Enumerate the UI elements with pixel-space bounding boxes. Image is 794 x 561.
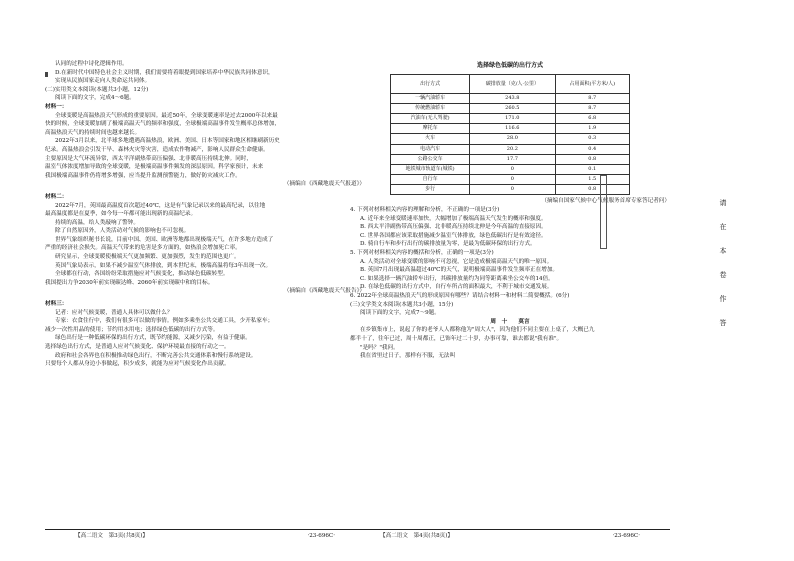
table-cell: 传统燃油轿车 [391,103,470,113]
material2-source: （摘编自《西藏地震天气报告》） [283,288,365,295]
q5-option: D. 在绿色低碳的出行方式中，自行车所占的面积最大，不利于城市交通发展。 [360,284,553,291]
material3-title: 材料三： [45,301,68,308]
table-cell: 汽油车(无人驾驶) [391,113,470,123]
footer-page-label: 【高二语文 第4页(共8页)】 [380,533,454,539]
q5-option: C. 如果选择一辆汽油轿车出行，其碳排放量约为同等距离乘坐公交车的14倍。 [360,275,554,282]
q4-option: C. 世界各国都应该采取措施减少温室气体排放，绿色低碳出行是有效途径。 [360,232,547,239]
table-row [391,164,630,174]
story-line: 在乡镇集市上，说起了你的老爷人人都称他为"周大人"，因为他们不同主要在上桌了，大概已九 [360,327,595,334]
table-cell: 0 [470,164,555,174]
material2-line: 2022年7月，英国最高温度首次超过40℃，这是有气象记录以来的最高纪录，以往地 [55,202,266,209]
right-page [350,60,670,540]
intro-line: 认同的过程中诗化逻辑作用。 [55,61,128,67]
material1-line: 主要原因是大气环流异常，西太平洋副热带高压偏强、北非暖高压持续北伸。同时， [45,155,252,162]
footer-code: ·23-696C· [612,533,640,539]
material1-line: 全球变暖是高温热浪天气形成的重要原因。最近50年，全球变暖速率是过去2000年以来最 [55,112,278,119]
material2-line: 除了自然原因外，人类活动对气候的影响也不可忽视。 [55,228,190,235]
table-cell: 火车 [391,134,470,144]
material2-line: 持续的高温，给人类敲响了警钟。 [55,219,139,226]
question-4: 4. 下列对材料相关内容的理解和分析，不正确的一项是(3分) [350,207,500,214]
table-cell: 摩托车 [391,124,470,134]
q4-option: A. 近年来全球变暖速率加快，大幅增加了极端高温天气发生的概率和强度。 [360,215,547,222]
material1-line: 温室气体浓度增加导致的全球变暖，是极端高温事件频发的深层原因。科学家预计，未来 [45,164,264,171]
material2-line: 英国气象局表示，如果不减少温室气体排放，到本世纪末，极端高温将每3年出现一次。 [55,262,272,269]
table-cell: 17.7 [470,154,555,164]
table-header-row [391,74,630,93]
table-row [391,175,630,185]
instruction: 阅读下面的文字，完成7～9题。 [360,310,440,317]
table-row [391,154,630,164]
material2-line: 我国提出力争2030年前实现碳达峰、2060年前实现碳中和的目标。 [45,279,214,286]
material1-title: 材料一： [45,103,68,110]
material3-line: 绿色出行是一种低碳环保的出行方式，既节约能源，又减少污染，有益于健康。 [55,335,251,342]
material3-line: 只要每个人都从身边小事做起，积少成多，就能为应对气候变化作出贡献。 [45,361,230,368]
left-page [45,60,365,540]
story-line: "是吗？"我问。 [360,344,399,351]
table-row [391,185,630,195]
section-heading: (三)文学类文本阅读(本题共3小题，15分) [350,301,454,308]
material2-line: 严重的经济社会损失。高温天气带来的危害是多方面的，如热浪会增加死亡率。 [45,245,241,252]
table-cell: 8.7 [555,93,629,103]
table-cell: 电动汽车 [391,144,470,154]
footer-code: ·23-696C· [307,533,335,539]
table-header: 占用面积(平方米/人) [555,74,629,93]
material1-line: 高温热浪天气的持续时间也越来越长。 [45,129,141,136]
table-title: 选择绿色低碳的出行方式 [476,62,543,69]
table-cell: 0.4 [555,144,629,154]
table-cell: 地铁城市轨道车(城铁) [391,164,470,174]
question-5: 5. 下列对材料相关内容的概括和分析，正确的一项是(3分) [350,250,494,257]
table-row [391,113,630,123]
table-row [391,93,630,103]
material1-source: （摘编自《西藏地震天气报道》） [283,181,365,188]
story-title: 周 十 莫言 [490,318,536,325]
table-cell: 260.5 [470,103,555,113]
table-cell: 171.0 [470,113,555,123]
material2-line: 世界气象组织秘书长说，目前中国、美国、欧洲等地都出现极端天气，在许多地方造成了 [55,236,274,243]
table-cell: 一辆汽油轿车 [391,93,470,103]
material2-title: 材料二： [45,193,68,200]
material2-line: 研究显示，全球变暖使极端天气更加频繁、更加强烈，发生的范围也更广。 [55,254,240,261]
table-cell: 公路公交车 [391,154,470,164]
table-cell: 0 [470,175,555,185]
intro-line: 实现从民族国家走向人类命运共同体。 [55,78,151,85]
table-header: 出行方式 [391,74,470,93]
material1-line: 我国极端高温事件仍将增多增强，应当提升监测预警能力，做好防灾减灾工作。 [45,172,241,179]
table-row [391,134,630,144]
table-row [391,144,630,154]
table-cell: 1.9 [555,124,629,134]
table-cell: 步行 [391,185,470,195]
sidebar-char: 作 [719,295,727,303]
material3-line: 记者：应对气候变暖，普通人具体可以做什么？ [55,309,173,316]
binding-sidebar [712,198,734,342]
table-cell: 116.6 [470,124,555,134]
table-cell: 0 [470,185,555,195]
q5-option: A. 人类活动对全球变暖的影响不可忽视，它是造成极端高温天气的唯一原因。 [360,258,553,265]
sidebar-char: 卷 [719,271,727,279]
material2-line: 最高温度都是在夏季，如今每一年都可能出现新的高温纪录。 [45,211,197,218]
table-cell: 0.8 [555,185,629,195]
table-cell: 1.5 [555,175,629,185]
left-footer [45,529,365,542]
q4-option: B. 西太平洋副热带高压偏强、北非暖高压持续北伸是今年高温的直接原因。 [360,224,547,231]
q5-option: B. 英国7月出现最高温超过40℃的天气，说明极端高温事件发生频率正在增加。 [360,267,559,274]
table-row [391,124,630,134]
story-line: 都半十了，往年已过，周十周都正，已饰年过二十岁，办事可靠，谁去都说"我有准"。 [350,335,563,342]
binding-stub [600,175,607,249]
sidebar-char: 请 [719,199,727,207]
right-footer [350,529,670,542]
material2-line: 全球都在行动，各国纷纷采取措施应对气候变化，推动绿色低碳转型。 [55,271,229,278]
table-cell: 0.3 [555,134,629,144]
material3-line: 减少一次性用品的使用；节约用水用电；选择绿色低碳的出行方式等。 [45,326,219,333]
material3-line: 选择绿色出行方式，是普通人应对气候变化、保护环境最直接的行动之一。 [45,344,230,350]
material3-line: 专家：衣食住行中，我们有很多可以做的事情。例如多乘坐公共交通工具，少开私家车； [55,318,274,325]
sidebar-char: 本 [719,247,727,255]
material1-line: 快的时候，全球变暖加剧了极端高温天气的频率和强度，全球极端高温事件发生概率总体增加， [45,121,280,128]
sidebar-char: 答 [719,319,727,327]
table-source: （摘编自国家气候中心气候服务首席专家答记者问） [541,198,670,205]
table-cell: 28.0 [470,134,555,144]
table-cell: 243.8 [470,93,555,103]
sidebar-char: 在 [719,223,727,231]
table-cell: 8.7 [555,103,629,113]
table-header: 碳排放量（克/人·公里） [470,74,555,93]
table-row [391,103,630,113]
story-line: 我在省里过日子，那样有不服，无法叫 [360,353,456,360]
table-cell: 20.2 [470,144,555,154]
material3-line: 政府和社会各界也在积极推动绿色出行，不断完善公共交通体系和慢行系统建设。 [55,352,257,359]
q4-option: D. 骑自行车和步行出行的碳排放量为零，是最为低碳环保的出行方式。 [360,241,536,248]
table-cell: 0.1 [555,164,629,174]
instruction: 阅读下面的文字，完成4～6题。 [55,95,135,102]
table-cell: 6.8 [555,113,629,123]
table-cell: 自行车 [391,175,470,185]
material1-line: 2022年3月以来，北半球多地遭遇高温热浪，欧洲、美国、日本等国家和地区相继刷新历史 [55,138,280,145]
footer-page-label: 【高二语文 第3页(共8页)】 [75,533,149,539]
intro-line: D.在新时代中国特色社会主义时期，我们需要将着眼提到国家培养中华民族共同体意识， [55,69,274,76]
travel-mode-table [390,74,630,196]
question-6: 6. 2022年全球高温热浪天气的形成原因有哪些？请结合材料一和材料二简要概括。(6分) [350,293,570,299]
table-cell: 0.8 [555,154,629,164]
section-heading: (二)实用类文本阅读(本题共3小题，12分) [45,86,149,93]
material1-line: 纪录。高温热浪会引发干旱、森林火灾等灾害，造成农作物减产，影响人民群众生命健康。 [45,146,269,153]
